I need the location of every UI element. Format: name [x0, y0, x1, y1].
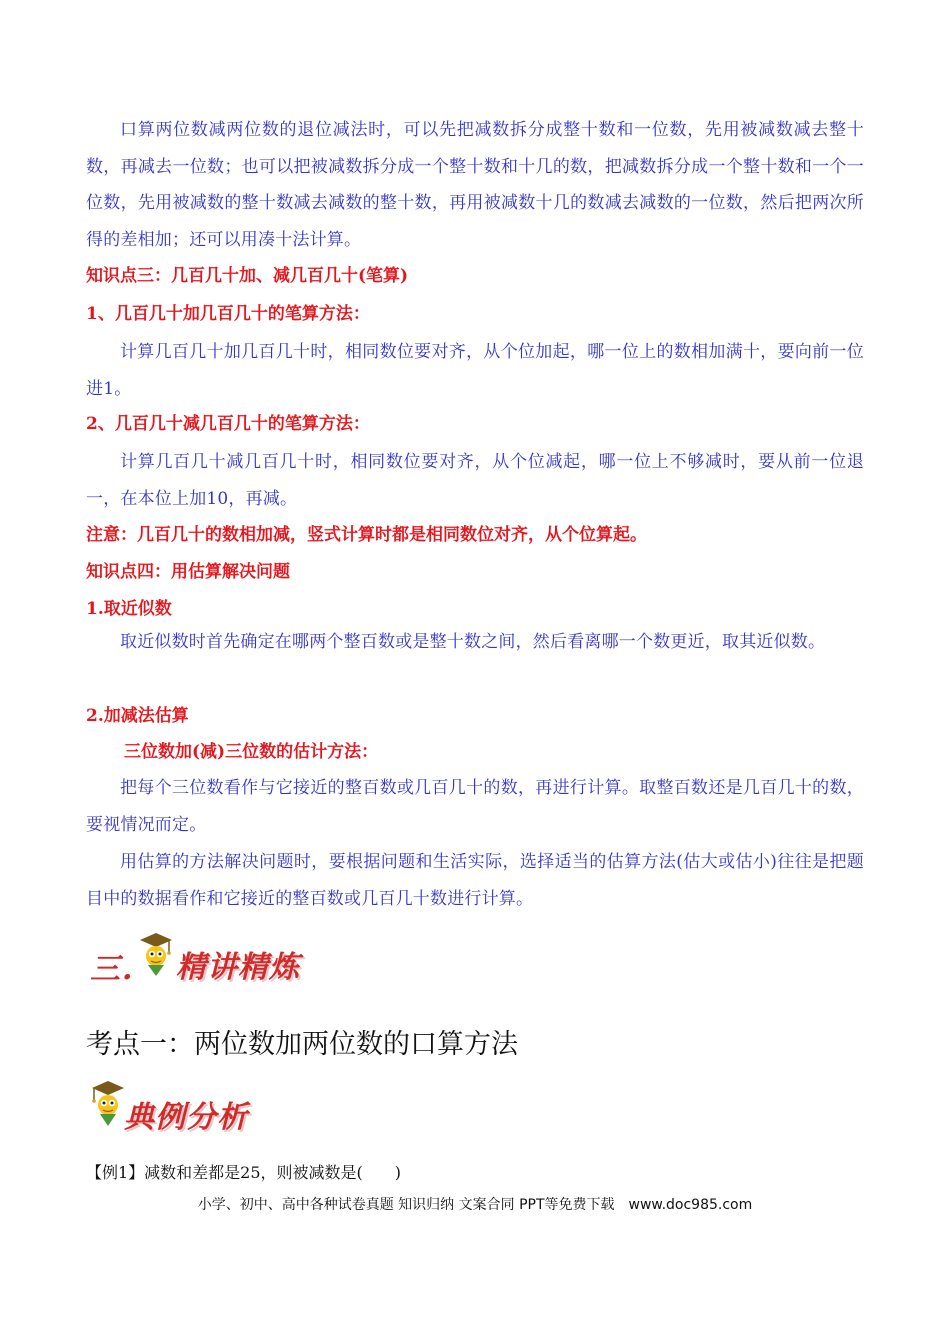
note-text: 注意：几百几十的数相加减，竖式计算时都是相同数位对齐，从个位算起。 [86, 525, 647, 545]
doctor-cap-icon [136, 930, 176, 980]
heading-knowledge-point-4: 知识点四：用估算解决问题 [86, 562, 290, 582]
paragraph-written-subtraction: 计算几百几十减几百几十时，相同数位要对齐，从个位减起，哪一位上不够减时，要从前一位退一，在本位上加10，再减。 [86, 452, 864, 509]
heading-estimation-method: 三位数加(减)三位数的估计方法： [124, 742, 379, 762]
footer-text: 小学、初中、高中各种试卷真题 知识归纳 文案合同 PPT等免费下载 www.doc985.com [197, 1197, 753, 1213]
example-title: 典例分析 [124, 1100, 248, 1135]
heading-knowledge-point-3: 知识点三：几百几十加、减几百几十(笔算) [86, 266, 409, 286]
example-question: 【例1】减数和差都是25，则被减数是( ) [86, 1163, 402, 1182]
doctor-cap-icon [88, 1078, 128, 1130]
heading-written-subtraction: 2、几百几十减几百几十的笔算方法： [86, 414, 370, 434]
paragraph-approximation: 取近似数时首先确定在哪两个整百数或是整十数之间，然后看离哪一个数更近，取其近似数。 [120, 632, 826, 652]
heading-written-addition: 1、几百几十加几百几十的笔算方法： [86, 304, 370, 324]
kaodian-heading: 考点一：两位数加两位数的口算方法 [86, 1029, 518, 1060]
heading-estimation: 2.加减法估算 [86, 706, 189, 726]
section-banner [86, 926, 346, 986]
example-banner [86, 1076, 286, 1138]
paragraph-written-addition: 计算几百几十加几百几十时，相同数位要对齐，从个位加起，哪一位上的数相加满十，要向前一位进1。 [86, 342, 864, 399]
section-number: 三. [90, 952, 135, 987]
paragraph-estimation-problems: 用估算的方法解决问题时，要根据问题和生活实际，选择适当的估算方法(估大或估小)往往是把题目中的数据看作和它接近的整百数或几百几十数进行计算。 [86, 852, 864, 909]
heading-approximation: 1.取近似数 [86, 599, 172, 619]
paragraph-two-digit-subtraction: 口算两位数减两位数的退位减法时，可以先把减数拆分成整十数和一位数，先用被减数减去整十数，再减去一位数；也可以把被减数拆分成一个整十数和十几的数，把减数拆分成一个整十数和一个一位数，先用被减数的整十数减去减数的整十数，再用被减数十几的数减去减数的一位数，然后把两次所得的差相加；还可以用凑十法计算。 [86, 120, 864, 250]
section-title: 精讲精炼 [176, 950, 300, 985]
paragraph-estimation-method: 把每个三位数看作与它接近的整百数或几百几十的数，再进行计算。取整百数还是几百几十的数，要视情况而定。 [86, 778, 864, 835]
